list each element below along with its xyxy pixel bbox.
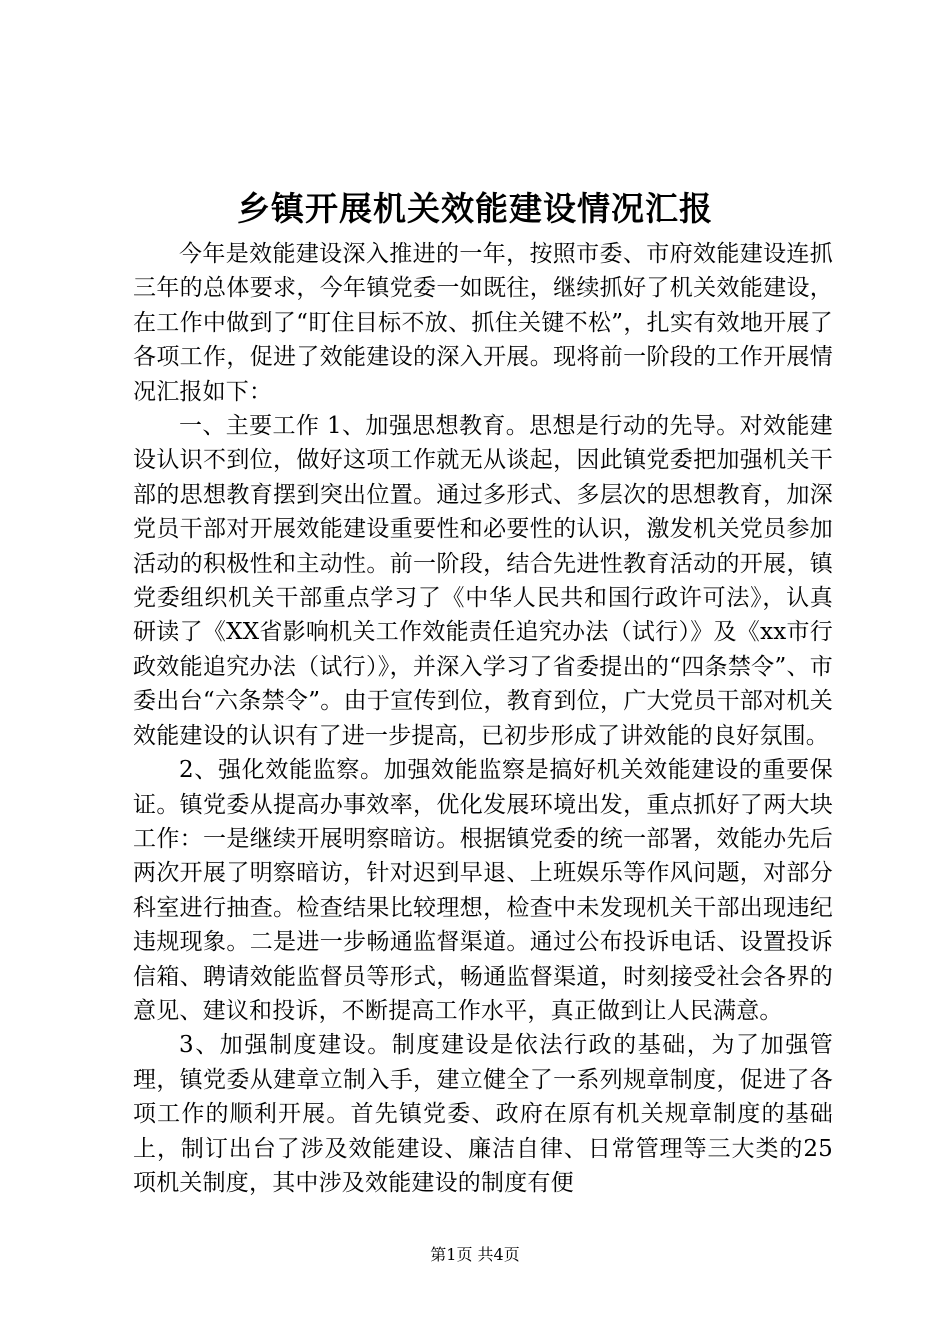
paragraph-main-work: 一、主要工作 1、加强思想教育。思想是行动的先导。对效能建设认识不到位，做好这项工作就无从谈起，因此镇党委把加强机关干部的思想教育摆到突出位置。通过多形式、多层次的思想教育，加深党员干部对开展效能建设重要性和必要性的认识，激发机关党员参加活动的积极性和主动性。前一阶段，结合先进性教育活动的开展，镇党委组织机关干部重点学习了《中华人民共和国行政许可法》，认真研读了《XX省影响机关工作效能责任追究办法（试行）》及《xx市行政效能追究办法（试行）》，并深入学习了省委提出的“四条禁令”、市委出台“六条禁令”。由于宣传到位，教育到位，广大党员干部对机关效能建设的认识有了进一步提高，已初步形成了讲效能的良好氛围。 [133, 413, 833, 749]
paragraph-supervision: 2、强化效能监察。加强效能监察是搞好机关效能建设的重要保证。镇党委从提高办事效率，优化发展环境出发，重点抓好了两大块工作：一是继续开展明察暗访。根据镇党委的统一部署，效能办先后两次开展了明察暗访，针对迟到早退、上班娱乐等作风问题，对部分科室进行抽查。检查结果比较理想，检查中未发现机关干部出现违纪违规现象。二是进一步畅通监督渠道。通过公布投诉电话、设置投诉信箱、聘请效能监督员等形式，畅通监督渠道，时刻接受社会各界的意见、建议和投诉，不断提高工作水平，真正做到让人民满意。 [133, 757, 833, 1024]
paragraph-system-building: 3、加强制度建设。制度建设是依法行政的基础，为了加强管理，镇党委从建章立制入手，建立健全了一系列规章制度，促进了各项工作的顺利开展。首先镇党委、政府在原有机关规章制度的基础上，制订出台了涉及效能建设、廉洁自律、日常管理等三大类的25项机关制度，其中涉及效能建设的制度有便 [133, 1032, 833, 1196]
paragraph-intro: 今年是效能建设深入推进的一年，按照市委、市府效能建设连抓三年的总体要求，今年镇党委一如既往，继续抓好了机关效能建设，在工作中做到了“盯住目标不放、抓住关键不松”，扎实有效地开展了各项工作，促进了效能建设的深入开展。现将前一阶段的工作开展情况汇报如下： [133, 241, 833, 405]
document-title: 乡镇开展机关效能建设情况汇报 [237, 189, 713, 228]
document-body [133, 237, 833, 1200]
page-number-footer: 第1页 共4页 [430, 1245, 520, 1264]
